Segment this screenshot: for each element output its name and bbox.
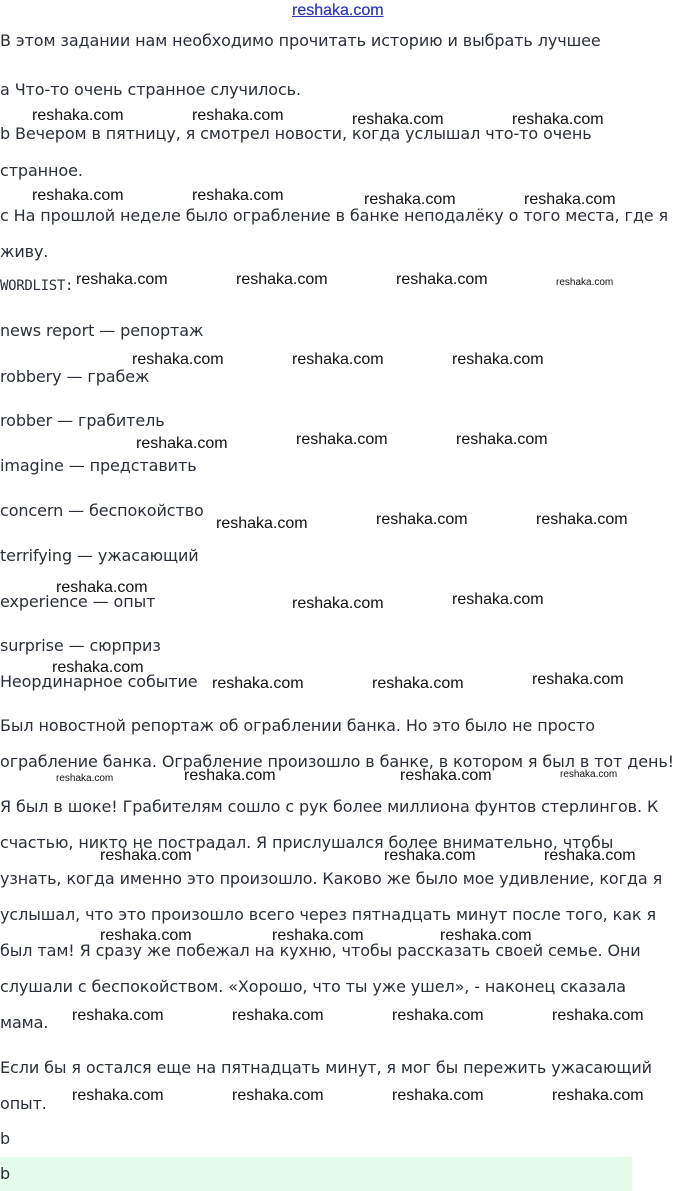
wordlist-label: WORDLIST: xyxy=(0,278,74,294)
watermark-text: reshaka.com xyxy=(452,591,544,608)
watermark-text: reshaka.com xyxy=(192,187,284,204)
option-c-line1: c На прошлой неделе было ограбление в банке неподалёку о того места, где я xyxy=(0,206,669,225)
watermark-text: reshaka.com xyxy=(232,1007,324,1024)
watermark-text: reshaka.com xyxy=(236,271,328,288)
watermark-text: reshaka.com xyxy=(192,107,284,124)
story-line: узнать, когда именно это произошло. Каково же было мое удивление, когда я xyxy=(0,869,663,888)
watermark-text: reshaka.com xyxy=(544,847,636,864)
watermark-text: reshaka.com xyxy=(32,107,124,124)
watermark-text: reshaka.com xyxy=(392,1007,484,1024)
watermark-text: reshaka.com xyxy=(536,511,628,528)
watermark-text: reshaka.com xyxy=(232,1087,324,1104)
option-c-line2: живу. xyxy=(0,242,49,261)
watermark-text: reshaka.com xyxy=(292,351,384,368)
watermark-text: reshaka.com xyxy=(384,847,476,864)
option-b-line2: странное. xyxy=(0,161,83,180)
watermark-text: reshaka.com xyxy=(292,595,384,612)
watermark-text: reshaka.com xyxy=(136,435,228,452)
wordlist-item: news report — репортаж xyxy=(0,321,204,340)
watermark-text: reshaka.com xyxy=(272,927,364,944)
intro-text: В этом задании нам необходимо прочитать историю и выбрать лучшее xyxy=(0,31,601,50)
watermark-text: reshaka.com xyxy=(512,111,604,128)
story-line: услышал, что это произошло всего через пятнадцать минут после того, как я xyxy=(0,905,656,924)
answer-highlight xyxy=(0,1157,632,1191)
watermark-link[interactable]: reshaka.com xyxy=(292,2,384,19)
wordlist-item: experience — опыт xyxy=(0,592,156,611)
story-line: мама. xyxy=(0,1013,49,1032)
option-a: a Что-то очень странное случилось. xyxy=(0,80,301,99)
watermark-text: reshaka.com xyxy=(132,351,224,368)
wordlist-item: terrifying — ужасающий xyxy=(0,546,199,565)
watermark-text: reshaka.com xyxy=(372,675,464,692)
watermark-text: reshaka.com xyxy=(396,271,488,288)
watermark-text: reshaka.com xyxy=(72,1007,164,1024)
watermark-text: reshaka.com xyxy=(184,767,276,784)
watermark-text: reshaka.com xyxy=(456,431,548,448)
watermark-text: reshaka.com xyxy=(560,769,618,780)
story-line: Был новостной репортаж об ограблении банка. Но это было не просто xyxy=(0,716,595,735)
wordlist-item: imagine — представить xyxy=(0,456,197,475)
watermark-text: reshaka.com xyxy=(76,271,168,288)
wordlist-item: robber — грабитель xyxy=(0,411,165,430)
story-line: ограбление банка. Ограбление произошло в банке, в котором я был в тот день! xyxy=(0,752,674,771)
watermark-text: reshaka.com xyxy=(56,773,114,784)
story-line: Я был в шоке! Грабителям сошло с рук более миллиона фунтов стерлингов. К xyxy=(0,797,659,816)
watermark-text: reshaka.com xyxy=(100,847,192,864)
watermark-text: reshaka.com xyxy=(212,675,304,692)
watermark-text: reshaka.com xyxy=(552,1007,644,1024)
watermark-text: reshaka.com xyxy=(56,579,148,596)
wordlist-item: surprise — сюрприз xyxy=(0,636,161,655)
watermark-text: reshaka.com xyxy=(72,1087,164,1104)
answer-value: b xyxy=(0,1164,11,1183)
story-line: счастью, никто не пострадал. Я прислушался более внимательно, чтобы xyxy=(0,833,614,852)
wordlist-item: robbery — грабеж xyxy=(0,367,150,386)
watermark-text: reshaka.com xyxy=(216,515,308,532)
story-title: Неординарное событие xyxy=(0,672,198,691)
watermark-text: reshaka.com xyxy=(52,659,144,676)
story-line: слушали с беспокойством. «Хорошо, что ты уже ушел», - наконец сказала xyxy=(0,977,627,996)
watermark-text: reshaka.com xyxy=(32,187,124,204)
watermark-text: reshaka.com xyxy=(556,277,614,288)
watermark-text: reshaka.com xyxy=(364,191,456,208)
watermark-text: reshaka.com xyxy=(452,351,544,368)
story-line: был там! Я сразу же побежал на кухню, чтобы рассказать своей семье. Они xyxy=(0,941,641,960)
wordlist-item: concern — беспокойство xyxy=(0,501,204,520)
answer-label: b xyxy=(0,1129,11,1148)
watermark-text: reshaka.com xyxy=(400,767,492,784)
story-end-line: Если бы я остался еще на пятнадцать минут, я мог бы пережить ужасающий xyxy=(0,1058,652,1077)
option-b-line1: b Вечером в пятницу, я смотрел новости, когда услышал что-то очень xyxy=(0,124,592,143)
watermark-text: reshaka.com xyxy=(532,671,624,688)
watermark-text: reshaka.com xyxy=(352,111,444,128)
watermark-text: reshaka.com xyxy=(552,1087,644,1104)
watermark-text: reshaka.com xyxy=(100,927,192,944)
watermark-text: reshaka.com xyxy=(392,1087,484,1104)
story-end-line: опыт. xyxy=(0,1094,47,1113)
watermark-text: reshaka.com xyxy=(524,191,616,208)
watermark-text: reshaka.com xyxy=(296,431,388,448)
watermark-text: reshaka.com xyxy=(376,511,468,528)
watermark-text: reshaka.com xyxy=(440,927,532,944)
